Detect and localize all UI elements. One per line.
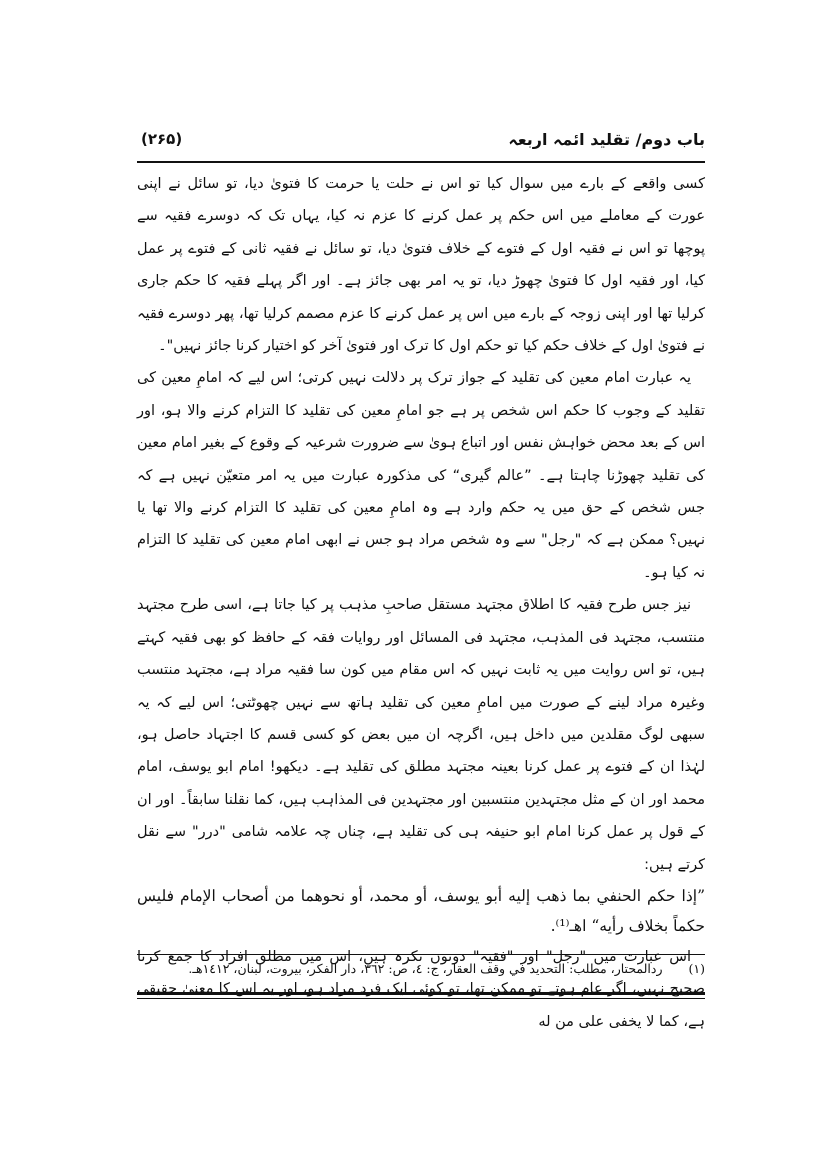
paragraph-4: اس عبارت میں "رجل" اور "فقیہ" دونوں نکرہ ہیں، اس میں مطلق افراد کا جمع کرنا صحیح نہیں، اگر عام ہوتے تو ممکن تھا، تو کوئی ایک فرد مراد ہو، اور یہ اس کا معنیٰ حقیقی ہے، کما لا يخفى على من له bbox=[137, 948, 705, 1030]
footer-rule-thin bbox=[137, 998, 705, 999]
arabic-quote: ”إذا حكم الحنفي بما ذهب إليه أبو يوسف، أو محمد، أو نحوهما من أصحاب الإمام فليس حكماً بخلاف رأيه“ اهـ⁽¹⁾. bbox=[137, 886, 705, 935]
paragraph-1: کسی واقعے کے بارے میں سوال کیا تو اس نے حلت یا حرمت کا فتویٰ دیا، تو سائل نے اپنی عورت کے معاملے میں اس حکم پر عمل کرنے کا عزم نہ کیا، یہاں تک کہ دوسرے فقیہ سے پوچھا تو اس نے فقیہ اول کے فتوے کے خلاف فتویٰ دیا، تو سائل نے فقیہ ثانی کے فتوے پر عمل کیا، اور فقیہ اول کا فتویٰ چھوڑ دیا، تو یہ امر بھی جائز ہے۔ اور اگر پہلے فقیہ کا حکم جاری کرلیا تھا اور اپنی زوجہ کے بارے میں اس پر عمل کرنے کا عزم مصمم کرلیا تھا، پھر دوسرے فقیہ نے فتویٰ اول کے خلاف حکم کیا تو حکم اول کا ترک اور فتویٰ آخر کو اختیار کرنا جائز نہیں"۔ bbox=[137, 176, 705, 355]
paragraph-2: یہ عبارت امام معین کی تقلید کے جواز ترک پر دلالت نہیں کرتی؛ اس لیے کہ امامِ معین کی تقلید کے وجوب کا حکم اس شخص پر ہے جو امامِ معین کی تقلید کا التزام کرنے والا ہو، اور اس کے بعد محض خواہش نفس اور اتباع ہویٰ سے ضرورت شرعیہ کے وقوع کے بغیر امام معین کی تقلید چھوڑنا چاہتا ہے۔ ”عالم گیری“ کی مذکورہ عبارت میں یہ امر متعیّن نہیں ہے کہ جس شخص کے حق میں یہ حکم وارد ہے وہ امامِ معین کی تقلید کا التزام کرنے والا تھا یا نہیں؟ ممکن ہے کہ "رجل" سے وہ شخص مراد ہو جس نے ابھی امام معین کی تقلید کا التزام نہ کیا ہو۔ bbox=[137, 370, 705, 581]
chapter-title: باب دوم/ تقلید ائمہ اربعہ bbox=[508, 130, 705, 149]
header-rule bbox=[137, 161, 705, 163]
page-number: (۲۶۵) bbox=[141, 130, 183, 148]
footnote-rule bbox=[137, 954, 705, 955]
footnote-number: (۱) bbox=[688, 961, 705, 976]
paragraph-3: نیز جس طرح فقیہ کا اطلاق مجتہد مستقل صاحبِ مذہب پر کیا جاتا ہے، اسی طرح مجتہد منتسب، مجتہد فی المذہب، مجتہد فی المسائل اور روایات فقہ کے حافظ کو بھی فقیہ کہتے ہیں، تو اس روایت میں یہ ثابت نہیں کہ اس مقام میں کون سا فقیہ مراد ہے، مجتہد منتسب وغیرہ مراد لینے کے صورت میں امامِ معین کی تقلید ہاتھ سے نہیں چھوٹتی؛ اس لیے کہ یہ سبھی لوگ مقلدین میں داخل ہیں، اگرچہ ان میں بعض کو کسی قسم کا اجتہاد حاصل ہو، لہٰذا ان کے فتوے پر عمل کرنا بعینہ مجتہد مطلق کی تقلید ہے۔ دیکھو! امام ابو یوسف، امام محمد اور ان کے مثل مجتہدین منتسبین اور مجتہدین فی المذاہب ہیں، کما نقلنا سابقاً۔ اور ان کے قول پر عمل کرنا امام ابو حنیفہ ہی کی تقلید ہے، چناں چہ علامہ شامی "درر" سے نقل کرتے ہیں: bbox=[137, 597, 705, 873]
body-text bbox=[137, 168, 705, 1038]
footnote-text: ردالمحتار، مطلب: التحديد في وقف العقار، ج: ٤، ص: ٣٦٢، دار الفكر، بيروت، لبنان، ١٤١٢هـ. bbox=[188, 961, 663, 976]
footer-rule-thick bbox=[137, 992, 705, 995]
footnote bbox=[137, 958, 705, 980]
page-header bbox=[137, 128, 705, 162]
